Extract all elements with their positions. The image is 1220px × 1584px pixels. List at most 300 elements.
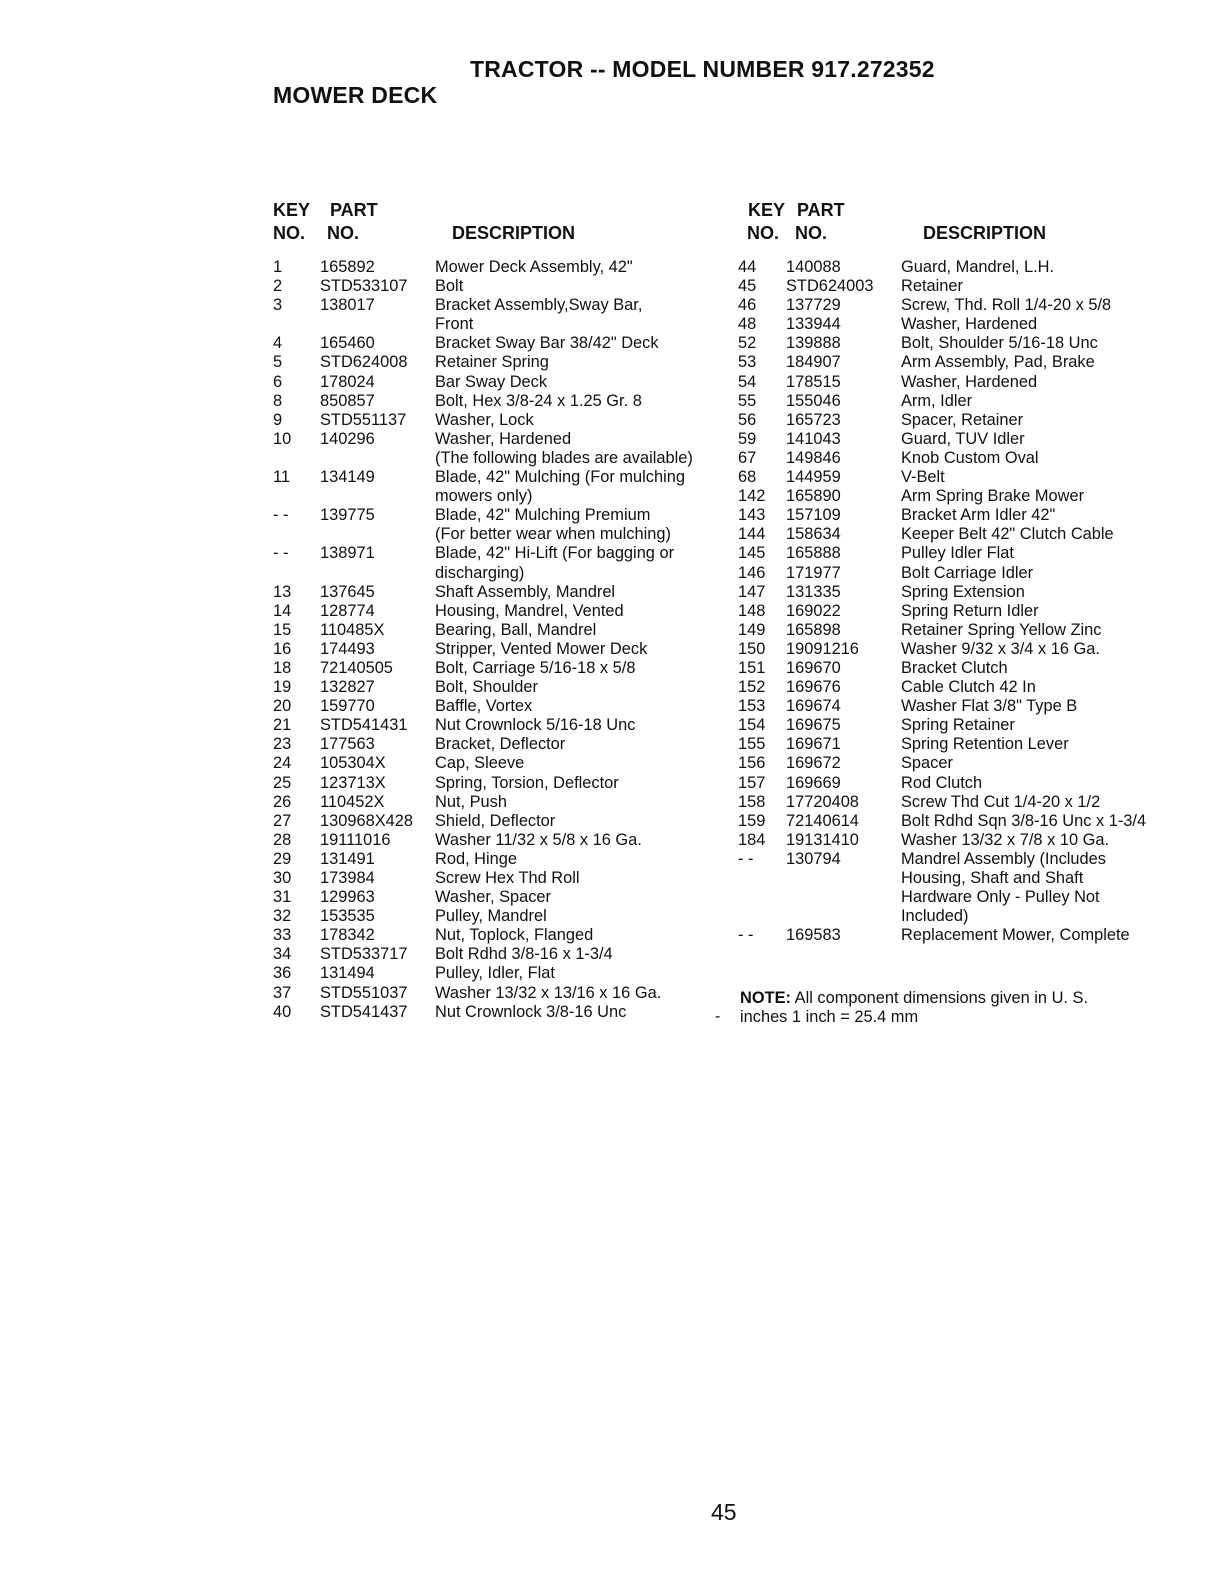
- table-row: [738, 487, 1208, 506]
- part-header: PART: [797, 200, 845, 220]
- key-no: 156: [738, 754, 766, 773]
- description: Housing, Mandrel, Vented: [435, 601, 624, 620]
- description: Screw Hex Thd Roll: [435, 869, 580, 887]
- table-row: [273, 678, 723, 697]
- key-no: 29: [273, 849, 292, 868]
- table-row: [738, 735, 1208, 754]
- table-row: [273, 945, 723, 964]
- key-no: 25: [273, 773, 292, 792]
- part-no: 169583: [786, 926, 841, 945]
- part-no: STD551137: [320, 410, 407, 429]
- table-row: [738, 468, 1208, 487]
- key-no: 23: [273, 735, 292, 754]
- description: Pulley, Idler, Flat: [435, 964, 555, 983]
- key-no: 34: [273, 945, 292, 964]
- key-no: 14: [273, 601, 292, 620]
- description: Front: [435, 315, 474, 334]
- note: [740, 989, 1180, 1027]
- description: Arm Spring Brake Mower: [901, 487, 1085, 506]
- key-no: 37: [273, 983, 292, 1002]
- table-row: [738, 716, 1208, 735]
- dash-mark: -: [715, 1008, 721, 1025]
- key-no-header: NO.: [273, 223, 306, 243]
- description: Replacement Mower, Complete: [901, 926, 1130, 945]
- part-no: STD533717: [320, 945, 408, 964]
- part-no: 19091216: [786, 639, 859, 658]
- description: Washer, Hardened: [435, 429, 572, 448]
- key-no: 11: [273, 468, 291, 487]
- key-no: 3: [273, 296, 283, 315]
- table-row: [738, 583, 1208, 602]
- part-no: 72140505: [320, 658, 393, 677]
- table-row: [738, 564, 1208, 583]
- key-no: 143: [738, 506, 766, 525]
- part-no: STD541431: [320, 716, 408, 735]
- key-no: 46: [738, 296, 757, 315]
- table-row: [738, 258, 1208, 277]
- description: Bolt, Carriage 5/16-18 x 5/8: [435, 658, 636, 677]
- key-header: KEY: [748, 200, 786, 220]
- description: Nut Crownlock 3/8-16 Unc: [435, 1002, 627, 1021]
- table-row: [273, 735, 723, 754]
- part-no: 139775: [320, 506, 375, 525]
- table-row: [273, 411, 723, 430]
- page-title: TRACTOR -- MODEL NUMBER 917.272352: [470, 56, 935, 82]
- key-header: KEY: [273, 200, 311, 220]
- description: Keeper Belt 42" Clutch Cable: [901, 525, 1114, 544]
- key-no: 27: [273, 811, 292, 830]
- description: Spring, Torsion, Deflector: [435, 773, 619, 792]
- description: Washer, Lock: [435, 410, 534, 429]
- description: Bolt Carriage Idler: [901, 563, 1034, 582]
- rows-right: [738, 258, 1208, 945]
- description-header: DESCRIPTION: [452, 223, 576, 243]
- part-no: 173984: [320, 869, 375, 887]
- table-row: [273, 525, 723, 544]
- part-no: 144959: [786, 468, 841, 487]
- table-row: [273, 373, 723, 392]
- key-no: 13: [273, 582, 292, 601]
- table-row: [273, 468, 723, 487]
- table-row: [738, 907, 1208, 926]
- description: Pulley, Mandrel: [435, 907, 547, 926]
- part-no: 137729: [786, 296, 841, 315]
- table-row: [738, 869, 1208, 888]
- part-no: 130794: [786, 849, 841, 868]
- table-row: [738, 277, 1208, 296]
- table-row: [738, 449, 1208, 468]
- key-no: 52: [738, 334, 757, 353]
- part-no: 165892: [320, 258, 375, 276]
- description: Bracket Assembly,Sway Bar,: [435, 296, 643, 315]
- key-no: 150: [738, 639, 766, 658]
- part-no: 131494: [320, 964, 375, 983]
- part-no: 134149: [320, 468, 375, 487]
- key-no: 159: [738, 811, 766, 830]
- key-no: 153: [738, 697, 766, 716]
- table-row: [273, 793, 723, 812]
- key-no: 68: [738, 468, 757, 487]
- part-no: 137645: [320, 582, 375, 601]
- part-no: STD533107: [320, 277, 408, 296]
- note-label: NOTE:: [740, 989, 791, 1007]
- part-no: 123713X: [320, 773, 386, 792]
- key-no: 2: [273, 277, 283, 296]
- description: Cap, Sleeve: [435, 754, 525, 773]
- part-no: 139888: [786, 334, 841, 353]
- key-no: 145: [738, 544, 766, 563]
- part-no: 178515: [786, 372, 841, 391]
- part-no: 133944: [786, 315, 841, 334]
- key-no: 18: [273, 658, 292, 677]
- key-no: 33: [273, 926, 292, 945]
- description: (The following blades are available): [435, 448, 693, 467]
- key-no: 158: [738, 792, 766, 811]
- table-row: [738, 621, 1208, 640]
- table-row: [738, 812, 1208, 831]
- parts-table-right: [738, 200, 1208, 945]
- description: Blade, 42" Hi-Lift (For bagging or: [435, 544, 675, 563]
- description: Retainer: [901, 277, 963, 296]
- table-row: [273, 869, 723, 888]
- description: Retainer Spring: [435, 353, 549, 372]
- part-no: 169674: [786, 697, 841, 716]
- description: Bearing, Ball, Mandrel: [435, 620, 597, 639]
- part-no: 169675: [786, 716, 841, 735]
- table-row: [738, 506, 1208, 525]
- part-no-header: NO.: [795, 223, 828, 243]
- table-row: [738, 334, 1208, 353]
- description: Washer, Hardened: [901, 315, 1038, 334]
- table-row: [273, 564, 723, 583]
- description: Arm, Idler: [901, 391, 973, 410]
- table-row: [273, 926, 723, 945]
- description: Nut, Push: [435, 792, 507, 811]
- description: Bolt, Shoulder: [435, 678, 538, 697]
- description: Spacer: [901, 754, 953, 773]
- part-no: 128774: [320, 601, 375, 620]
- table-row: [738, 640, 1208, 659]
- table-row: [273, 716, 723, 735]
- description: Washer Flat 3/8" Type B: [901, 697, 1078, 716]
- part-no: 174493: [320, 639, 375, 658]
- table-header: [738, 200, 1208, 258]
- part-no: 184907: [786, 353, 841, 372]
- part-no: 850857: [320, 391, 375, 410]
- table-row: [273, 334, 723, 353]
- key-no: 48: [738, 315, 757, 334]
- key-no: 142: [738, 487, 766, 506]
- key-no: 26: [273, 792, 292, 811]
- description: Retainer Spring Yellow Zinc: [901, 620, 1102, 639]
- table-row: [273, 640, 723, 659]
- table-row: [273, 602, 723, 621]
- key-no: 19: [273, 678, 292, 697]
- description: Bracket, Deflector: [435, 735, 566, 754]
- part-no: 138017: [320, 296, 375, 315]
- description: Spacer, Retainer: [901, 410, 1024, 429]
- table-row: [273, 850, 723, 869]
- part-no-header: NO.: [327, 223, 360, 243]
- part-no: 158634: [786, 525, 841, 544]
- description: Bracket Clutch: [901, 658, 1008, 677]
- table-row: [273, 697, 723, 716]
- part-no: 169672: [786, 754, 841, 773]
- key-no: - -: [273, 544, 289, 563]
- part-no: 178024: [320, 372, 375, 391]
- table-row: [738, 392, 1208, 411]
- key-no: 45: [738, 277, 757, 296]
- part-no: 149846: [786, 448, 841, 467]
- description: Housing, Shaft and Shaft: [901, 869, 1084, 887]
- table-row: [738, 754, 1208, 773]
- table-row: [273, 315, 723, 334]
- key-no: 9: [273, 410, 283, 429]
- description: Mandrel Assembly (Includes: [901, 849, 1106, 868]
- description: Cable Clutch 42 In: [901, 678, 1036, 697]
- key-no: 152: [738, 678, 766, 697]
- table-row: [738, 296, 1208, 315]
- key-no: 155: [738, 735, 766, 754]
- table-row: [273, 449, 723, 468]
- table-row: [738, 888, 1208, 907]
- key-no: 154: [738, 716, 766, 735]
- section-title: MOWER DECK: [273, 82, 438, 108]
- key-no: 40: [273, 1002, 292, 1021]
- description: Screw, Thd. Roll 1/4-20 x 5/8: [901, 296, 1112, 315]
- table-row: [273, 277, 723, 296]
- key-no: 56: [738, 410, 757, 429]
- rows-left: [273, 258, 723, 1022]
- part-no: 169669: [786, 773, 841, 792]
- table-row: [738, 430, 1208, 449]
- table-row: [738, 315, 1208, 334]
- description: V-Belt: [901, 468, 945, 487]
- key-no: 36: [273, 964, 292, 983]
- part-no: 165723: [786, 410, 841, 429]
- key-no: 28: [273, 830, 292, 849]
- table-row: [738, 602, 1208, 621]
- key-no: 32: [273, 907, 292, 926]
- description: Arm Assembly, Pad, Brake: [901, 353, 1095, 372]
- note-text-line1: All component dimensions given in U. S.: [794, 989, 1089, 1007]
- table-row: [738, 774, 1208, 793]
- part-no: 178342: [320, 926, 375, 945]
- parts-table-left: [273, 200, 723, 1022]
- description: Guard, TUV Idler: [901, 429, 1025, 448]
- key-no: 8: [273, 391, 283, 410]
- description: Rod, Hinge: [435, 849, 518, 868]
- part-no: 129963: [320, 888, 375, 907]
- key-no: 1: [273, 258, 283, 276]
- table-row: [273, 353, 723, 372]
- table-row: [273, 659, 723, 678]
- key-no: 24: [273, 754, 292, 773]
- key-no: 157: [738, 773, 766, 792]
- description: Washer 13/32 x 7/8 x 10 Ga.: [901, 830, 1110, 849]
- table-row: [273, 774, 723, 793]
- description: Bracket Arm Idler 42": [901, 506, 1056, 525]
- table-row: [273, 984, 723, 1003]
- part-no: 17720408: [786, 792, 859, 811]
- description: Nut, Toplock, Flanged: [435, 926, 594, 945]
- description-header: DESCRIPTION: [923, 223, 1047, 243]
- part-no: 19131410: [786, 830, 859, 849]
- table-row: [273, 831, 723, 850]
- description: Baffle, Vortex: [435, 697, 533, 716]
- key-no: 184: [738, 830, 766, 849]
- table-row: [273, 1003, 723, 1022]
- part-header: PART: [330, 200, 378, 220]
- key-no: 16: [273, 639, 292, 658]
- key-no: 146: [738, 563, 766, 582]
- table-row: [738, 831, 1208, 850]
- part-no: 169670: [786, 658, 841, 677]
- page-number: 45: [711, 1499, 737, 1525]
- key-no: - -: [273, 506, 289, 525]
- part-no: 159770: [320, 697, 375, 716]
- description: Washer 9/32 x 3/4 x 16 Ga.: [901, 639, 1100, 658]
- description: Spring Extension: [901, 582, 1025, 601]
- table-row: [273, 392, 723, 411]
- description: Blade, 42" Mulching Premium: [435, 506, 651, 525]
- description: (For better wear when mulching): [435, 525, 671, 544]
- key-no: 15: [273, 620, 292, 639]
- key-no: 147: [738, 582, 766, 601]
- key-no: - -: [738, 849, 754, 868]
- part-no: STD541437: [320, 1002, 408, 1021]
- table-row: [273, 544, 723, 563]
- part-no: 165460: [320, 334, 375, 353]
- description: Bolt Rdhd 3/8-16 x 1-3/4: [435, 945, 613, 964]
- part-no: 153535: [320, 907, 375, 926]
- key-no: 21: [273, 716, 292, 735]
- description: Spring Return Idler: [901, 601, 1039, 620]
- table-row: [738, 793, 1208, 812]
- key-no: 6: [273, 372, 283, 391]
- description: Bolt: [435, 277, 464, 296]
- table-row: [738, 411, 1208, 430]
- description: Blade, 42" Mulching (For mulching: [435, 468, 685, 487]
- key-no: 54: [738, 372, 757, 391]
- key-no: 44: [738, 258, 757, 276]
- key-no: 5: [273, 353, 283, 372]
- description: Washer 11/32 x 5/8 x 16 Ga.: [435, 830, 642, 849]
- table-row: [273, 964, 723, 983]
- key-no: 59: [738, 429, 757, 448]
- part-no: 169676: [786, 678, 841, 697]
- description: Washer 13/32 x 13/16 x 16 Ga.: [435, 983, 662, 1002]
- description: Bolt Rdhd Sqn 3/8-16 Unc x 1-3/4: [901, 811, 1147, 830]
- table-row: [738, 697, 1208, 716]
- table-row: [273, 754, 723, 773]
- description: Shaft Assembly, Mandrel: [435, 582, 616, 601]
- description: Washer, Hardened: [901, 372, 1038, 391]
- key-no: 53: [738, 353, 757, 372]
- description: Stripper, Vented Mower Deck: [435, 639, 648, 658]
- description: Knob Custom Oval: [901, 448, 1039, 467]
- table-header: [273, 200, 723, 258]
- part-no: 177563: [320, 735, 375, 754]
- key-no-header: NO.: [747, 223, 780, 243]
- table-row: [273, 487, 723, 506]
- description: Nut Crownlock 5/16-18 Unc: [435, 716, 636, 735]
- part-no: 131491: [320, 849, 375, 868]
- table-row: [273, 888, 723, 907]
- key-no: 20: [273, 697, 292, 716]
- table-row: [273, 430, 723, 449]
- table-row: [273, 907, 723, 926]
- table-row: [738, 850, 1208, 869]
- key-no: 55: [738, 391, 757, 410]
- table-row: [738, 926, 1208, 945]
- part-no: 72140614: [786, 811, 859, 830]
- part-no: 141043: [786, 429, 841, 448]
- key-no: - -: [738, 926, 754, 945]
- key-no: 4: [273, 334, 283, 353]
- part-no: 169671: [786, 735, 841, 754]
- table-row: [273, 812, 723, 831]
- description: Bar Sway Deck: [435, 372, 548, 391]
- description: Hardware Only - Pulley Not: [901, 888, 1100, 907]
- table-row: [273, 296, 723, 315]
- table-row: [738, 373, 1208, 392]
- description: Mower Deck Assembly, 42": [435, 258, 633, 276]
- description: Shield, Deflector: [435, 811, 556, 830]
- table-row: [738, 544, 1208, 563]
- description: Included): [901, 907, 969, 926]
- part-no: 165898: [786, 620, 841, 639]
- description: Rod Clutch: [901, 773, 983, 792]
- table-row: [273, 506, 723, 525]
- description: Bolt, Shoulder 5/16-18 Unc: [901, 334, 1098, 353]
- key-no: 144: [738, 525, 766, 544]
- part-no: 105304X: [320, 754, 386, 773]
- part-no: STD624003: [786, 277, 874, 296]
- description: Spring Retainer: [901, 716, 1015, 735]
- key-no: 148: [738, 601, 766, 620]
- description: Pulley Idler Flat: [901, 544, 1014, 563]
- description: Guard, Mandrel, L.H.: [901, 258, 1055, 276]
- table-row: [738, 525, 1208, 544]
- key-no: 151: [738, 658, 766, 677]
- part-no: 132827: [320, 678, 375, 697]
- part-no: 130968X428: [320, 811, 413, 830]
- part-no: 155046: [786, 391, 841, 410]
- part-no: 140296: [320, 429, 375, 448]
- table-row: [738, 659, 1208, 678]
- part-no: 138971: [320, 544, 375, 563]
- key-no: 10: [273, 429, 292, 448]
- key-no: 149: [738, 620, 766, 639]
- part-no: 140088: [786, 258, 841, 276]
- part-no: 169022: [786, 601, 841, 620]
- table-row: [273, 621, 723, 640]
- table-row: [738, 678, 1208, 697]
- key-no: 67: [738, 448, 757, 467]
- description: Bolt, Hex 3/8-24 x 1.25 Gr. 8: [435, 391, 642, 410]
- description: discharging): [435, 563, 525, 582]
- part-no: STD551037: [320, 983, 408, 1002]
- description: mowers only): [435, 487, 533, 506]
- table-row: [273, 258, 723, 277]
- part-no: 165890: [786, 487, 841, 506]
- part-no: 110485X: [320, 620, 385, 639]
- part-no: 157109: [786, 506, 841, 525]
- table-row: [273, 583, 723, 602]
- description: Screw Thd Cut 1/4-20 x 1/2: [901, 792, 1101, 811]
- part-no: 165888: [786, 544, 841, 563]
